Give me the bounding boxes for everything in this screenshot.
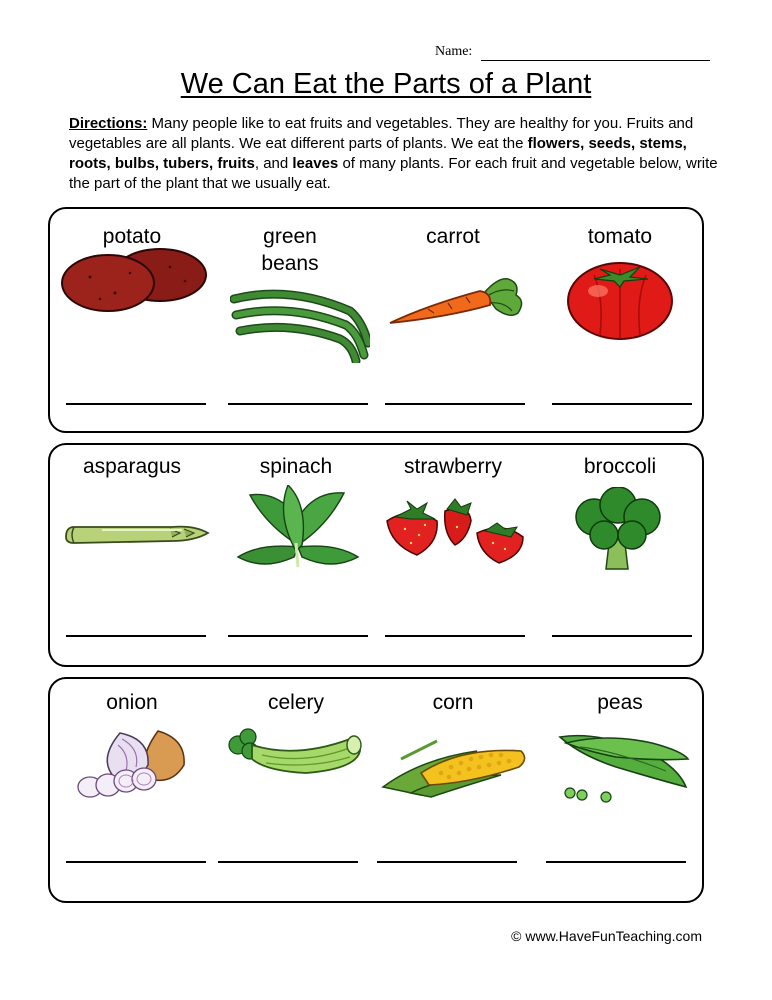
copyright-footer: © www.HaveFunTeaching.com bbox=[511, 928, 702, 944]
directions-bold-leaves: leaves bbox=[292, 155, 339, 172]
strawberry-icon bbox=[381, 493, 531, 565]
peas-icon bbox=[556, 729, 690, 805]
item-label: celery bbox=[267, 691, 325, 714]
answer-blank[interactable] bbox=[218, 861, 358, 863]
item-label: peas bbox=[597, 691, 643, 714]
item-green-beans bbox=[216, 209, 376, 429]
item-label: spinach bbox=[259, 455, 333, 478]
page-title: We Can Eat the Parts of a Plant bbox=[180, 68, 592, 100]
answer-blank[interactable] bbox=[66, 861, 206, 863]
row-panel-2 bbox=[48, 443, 704, 667]
item-broccoli bbox=[540, 445, 700, 665]
answer-blank[interactable] bbox=[552, 403, 692, 405]
item-label: green beans bbox=[261, 225, 319, 275]
directions-lead: Directions: bbox=[69, 115, 148, 132]
item-label: broccoli bbox=[583, 455, 657, 478]
row-panel-3 bbox=[48, 677, 704, 903]
directions-text-1: Many people like to eat fruits and vegetables. They are healthy for you. Fruits and vegetables are all plants. We eat different parts of plants. We eat the bbox=[69, 115, 694, 152]
item-potato bbox=[52, 209, 212, 429]
answer-blank[interactable] bbox=[385, 635, 525, 637]
onion-icon bbox=[76, 725, 196, 799]
answer-blank[interactable] bbox=[552, 635, 692, 637]
directions-text-2: , and bbox=[254, 155, 293, 172]
answer-blank[interactable] bbox=[228, 403, 368, 405]
item-label: onion bbox=[106, 691, 158, 714]
answer-blank[interactable] bbox=[385, 403, 525, 405]
green-beans-icon bbox=[230, 281, 370, 363]
asparagus-icon bbox=[62, 517, 212, 551]
item-spinach bbox=[216, 445, 376, 665]
item-label: corn bbox=[432, 691, 474, 714]
answer-blank[interactable] bbox=[377, 861, 517, 863]
item-label: tomato bbox=[587, 225, 653, 248]
tomato-icon bbox=[564, 255, 676, 341]
name-label: Name: bbox=[435, 44, 473, 59]
directions-bold-parts: flowers, seeds, stems, roots, bulbs, tubers, fruits bbox=[69, 135, 687, 172]
name-line[interactable] bbox=[481, 60, 710, 61]
item-onion bbox=[52, 679, 212, 899]
answer-blank[interactable] bbox=[228, 635, 368, 637]
item-label: asparagus bbox=[82, 455, 182, 478]
name-field[interactable] bbox=[435, 44, 710, 64]
carrot-icon bbox=[388, 269, 528, 329]
item-carrot bbox=[373, 209, 533, 429]
item-label: potato bbox=[102, 225, 162, 248]
item-asparagus bbox=[52, 445, 212, 665]
row-panel-1 bbox=[48, 207, 704, 433]
item-strawberry bbox=[373, 445, 533, 665]
answer-blank[interactable] bbox=[546, 861, 686, 863]
broccoli-icon bbox=[572, 487, 666, 573]
answer-blank[interactable] bbox=[66, 403, 206, 405]
corn-icon bbox=[381, 729, 531, 799]
item-label: strawberry bbox=[403, 455, 503, 478]
item-corn bbox=[373, 679, 533, 899]
item-peas bbox=[540, 679, 700, 899]
spinach-icon bbox=[236, 485, 360, 571]
item-celery bbox=[216, 679, 376, 899]
item-label: carrot bbox=[426, 225, 480, 248]
item-tomato bbox=[540, 209, 700, 429]
celery-icon bbox=[226, 725, 366, 781]
directions-text-3: of many plants. For each fruit and vegetable below, write the part of the plant that we usually eat. bbox=[69, 155, 718, 192]
potato-icon bbox=[60, 247, 210, 313]
directions bbox=[69, 114, 719, 194]
answer-blank[interactable] bbox=[66, 635, 206, 637]
